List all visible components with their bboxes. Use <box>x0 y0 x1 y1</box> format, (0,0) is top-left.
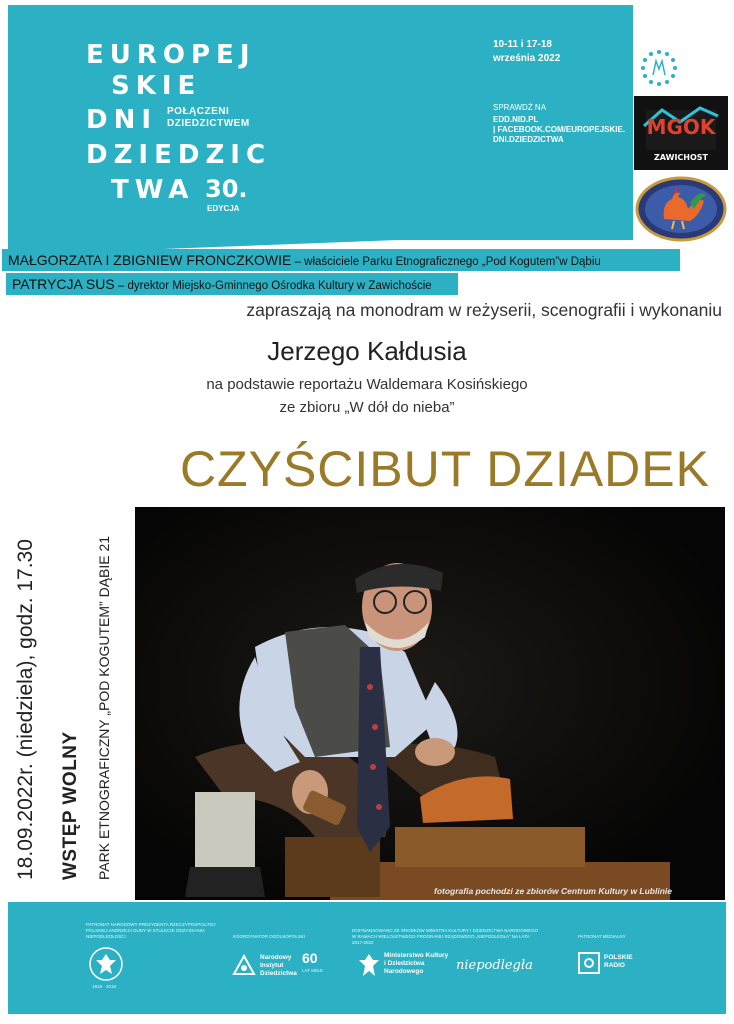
edd-logo-line-5: TWA <box>111 175 195 205</box>
invitation-text: zapraszają na monodram w reżyserii, scenografii i wykonaniu <box>246 300 722 320</box>
edd-logo-line-1: EUROPEJ <box>86 40 256 70</box>
host-2-role: – dyrektor Miejsko-Gminnego Ośrodka Kultury w Zawichoście <box>114 280 432 292</box>
eu-stars-logo <box>636 45 682 91</box>
free-entry: WSTĘP WOLNY <box>60 731 81 880</box>
host-2-name: PATRYCJA SUS <box>12 276 115 292</box>
coordinator-label: KOORDYNATOR OGÓLNOPOLSKI <box>233 934 306 939</box>
nid-logo-icon <box>232 954 256 976</box>
event-date-time: 18.09.2022r. (niedziela), godz. 17.30 <box>14 539 37 880</box>
sixty-years-sub: LAT MISJI <box>302 968 323 973</box>
niepodlegla-logo: niepodległa <box>456 958 533 973</box>
rooster-logo <box>634 175 728 243</box>
edd-logo-line-2: SKIE <box>111 71 202 101</box>
years-label: 1918 · 2018 <box>92 984 117 989</box>
mgok-logo <box>634 96 728 170</box>
funding-label: DOFINANSOWANO ZE ŚRODKÓW MINISTRA KULTURY I DZIEDZICTWA NARODOWEGO W RAMACH WIELOLETNIEGO PROGRAMU RZĄDOWEGO „NIEPODLEGŁA” NA LATA 2017-2022 <box>352 928 539 945</box>
edd-tagline-2: DZIEDZICTWEM <box>167 118 250 129</box>
edd-logo-line-4: DZIEDZIC <box>86 140 272 170</box>
patron-label: PATRONAT NARODOWY PREZYDENTA RZECZYPOSPOLITEJ POLSKIEJ ANDRZEJA DUDY W STULECIE ODZYSKANIA NIEPODLEGŁOŚCI <box>86 922 216 939</box>
link-edd[interactable]: EDD.NID.PL <box>493 115 539 124</box>
edition-number: 30. <box>205 175 248 203</box>
performance-photo <box>135 507 725 900</box>
nid-name: Narodowy Instytut Dziedzictwa <box>260 954 297 977</box>
edd-logo-line-3: DNI <box>86 105 158 135</box>
host-1-role: – właściciele Parku Etnograficznego „Pod Kogutem”w Dąbiu <box>291 256 601 268</box>
author-name: Jerzego Kałdusia <box>267 336 467 366</box>
mgok-subtext: ZAWICHOST <box>653 153 709 162</box>
mgok-text: MGOK <box>646 115 716 139</box>
link-facebook[interactable]: | FACEBOOK.COM/EUROPEJSKIE. <box>493 125 626 134</box>
check-label: SPRAWDŹ NA <box>493 103 547 112</box>
dates-line-2: września 2022 <box>493 53 561 64</box>
basis-text: na podstawie reportażu Waldemara Kosińskiego <box>206 376 528 393</box>
host-1-name: MAŁGORZATA I ZBIGNIEW FRONCZKOWIE <box>8 252 292 268</box>
dates-line-1: 10-11 i 17-18 <box>493 39 552 50</box>
host-line-1 <box>2 249 680 271</box>
edition-label: EDYCJA <box>207 204 240 213</box>
photo-caption: fotografia pochodzi ze zbiorów Centrum Kultury w Lublinie <box>434 886 672 896</box>
web-links <box>493 115 625 145</box>
edd-tagline-1: POŁĄCZENI <box>167 106 230 117</box>
mgok-logo-graphic <box>634 96 728 170</box>
sponsors-footer <box>8 902 726 1014</box>
actor-illustration <box>135 507 725 900</box>
collection-text: ze zbioru „W dół do nieba” <box>279 399 455 416</box>
ministry-name: Ministerstwo Kultury i Dziedzictwa Narodowego <box>384 952 449 975</box>
event-place: PARK ETNOGRAFICZNY „POD KOGUTEM” DĄBIE 21 <box>96 535 112 880</box>
radio-logo-icon <box>578 952 600 974</box>
radio-name: POLSKIE RADIO <box>604 954 633 969</box>
link-facebook-cont[interactable]: DNI.DZIEDZICTWA <box>493 135 564 144</box>
ministry-eagle-icon <box>358 952 380 978</box>
media-label: PATRONAT MEDIALNY <box>578 934 626 939</box>
sixty-years: 60 <box>302 950 318 966</box>
host-line-2 <box>6 273 458 295</box>
eagle-emblem-icon <box>88 946 124 982</box>
play-title: CZYŚCIBUT DZIADEK <box>179 441 710 497</box>
event-dates <box>493 38 560 66</box>
